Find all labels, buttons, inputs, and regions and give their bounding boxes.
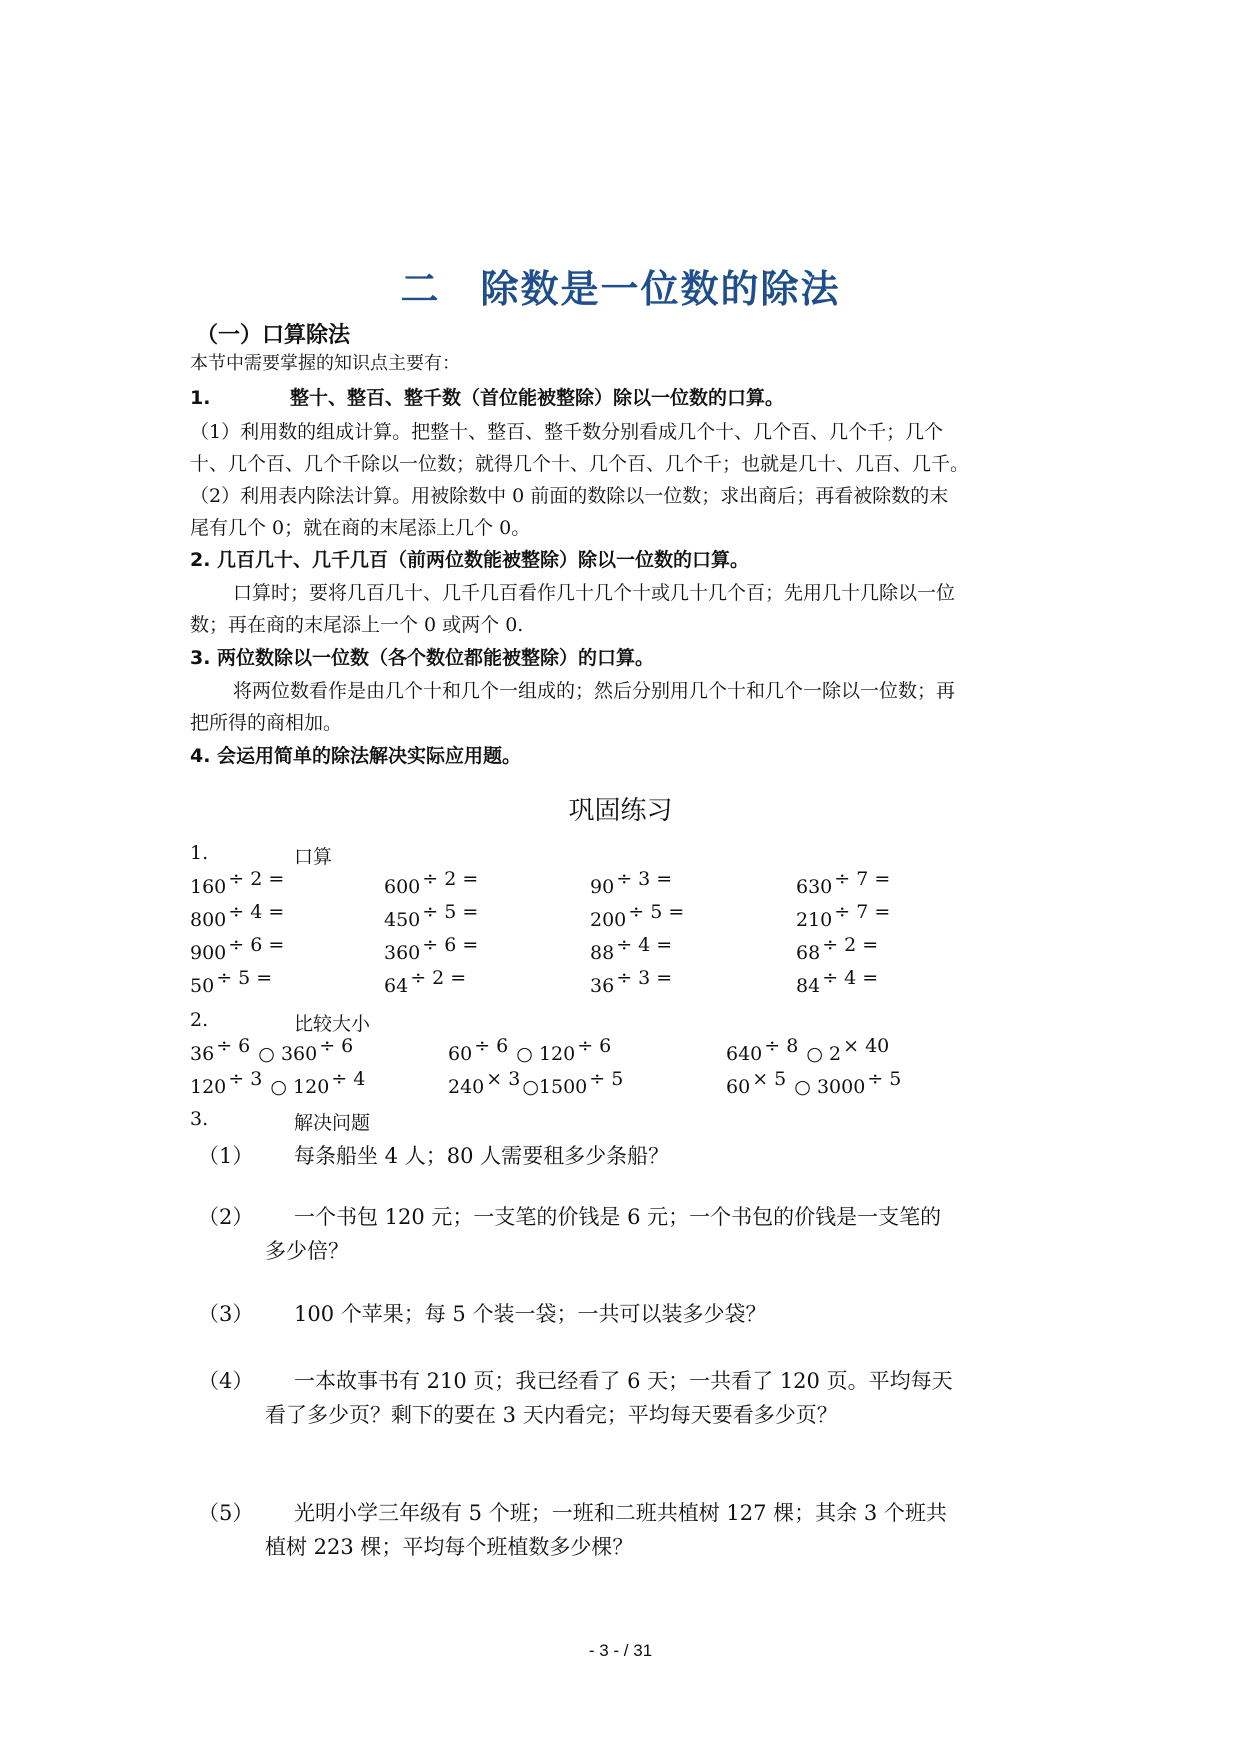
section-heading: （一）口算除法	[196, 323, 351, 348]
compare-item: 60 ÷ 6 ○ 120 ÷ 6	[448, 1035, 612, 1065]
circle-placeholder: ○	[806, 1043, 823, 1065]
knowledge-2-text: 数；再在商的末尾添上一个 0 或两个 0.	[190, 614, 524, 636]
problem-text: 看了多少页？剩下的要在 3 天内看完；平均每天要看多少页？	[265, 1403, 838, 1427]
calc-item: 630 ÷ 7 =	[796, 868, 891, 898]
knowledge-1-text: 尾有几个 0；就在商的末尾添上几个 0。	[190, 517, 531, 539]
circle-placeholder: ○	[270, 1076, 287, 1098]
problem-text: 植树 223 棵；平均每个班植数多少棵？	[265, 1535, 634, 1559]
circle-placeholder: ○	[522, 1076, 539, 1098]
q2-label: 比较大小	[294, 1013, 371, 1035]
calc-item: 64 ÷ 2 =	[384, 967, 467, 997]
knowledge-1-text: （1）利用数的组成计算。把整十、整百、整千数分别看成几个十、几个百、几个千；几个	[190, 421, 944, 443]
problem-text: 光明小学三年级有 5 个班；一班和二班共植树 127 棵；其余 3 个班共	[294, 1501, 947, 1525]
knowledge-1-heading: 整十、整百、整千数（首位能被整除）除以一位数的口算。	[290, 387, 785, 409]
knowledge-2-text: 口算时；要将几百几十、几千几百看作几十几个十或几十几个百；先用几十几除以一位	[233, 582, 956, 604]
chapter-number: 二	[400, 267, 441, 311]
problem-number: （1）	[198, 1144, 254, 1168]
calc-item: 600 ÷ 2 =	[384, 868, 479, 898]
compare-item: 240 × 3 ○1500 ÷ 5	[448, 1068, 624, 1098]
compare-item: 120 ÷ 3 ○ 120 ÷ 4	[190, 1068, 366, 1098]
page-number: - 3 - / 31	[588, 1641, 653, 1660]
calc-item: 50 ÷ 5 =	[190, 967, 273, 997]
knowledge-1-text: （2）利用表内除法计算。用被除数中 0 前面的数除以一位数；求出商后；再看被除数的末	[190, 485, 949, 507]
compare-item: 36 ÷ 6 ○ 360 ÷ 6	[190, 1035, 354, 1065]
q3-number: 3.	[190, 1108, 209, 1130]
q1-number: 1.	[190, 842, 209, 864]
knowledge-3-text: 把所得的商相加。	[190, 712, 343, 734]
calc-item: 88 ÷ 4 =	[590, 934, 673, 964]
problem-text: 多少倍？	[265, 1239, 349, 1263]
problem-item	[0, 1297, 1241, 1337]
knowledge-3-text: 将两位数看作是由几个十和几个一组成的；然后分别用几个十和几个一除以一位数；再	[233, 680, 956, 702]
problem-number: （3）	[198, 1302, 254, 1326]
circle-placeholder: ○	[516, 1043, 533, 1065]
calc-item: 210 ÷ 7 =	[796, 901, 891, 931]
q2-number: 2.	[190, 1009, 209, 1031]
practice-title: 巩固练习	[568, 796, 673, 826]
q1-label: 口算	[294, 846, 333, 868]
circle-placeholder: ○	[794, 1076, 811, 1098]
calc-item: 84 ÷ 4 =	[796, 967, 879, 997]
calc-item: 68 ÷ 2 =	[796, 934, 879, 964]
problem-item	[0, 1364, 1241, 1434]
problem-item	[0, 1496, 1241, 1566]
page-title	[0, 258, 1241, 313]
problem-text: 一本故事书有 210 页；我已经看了 6 天；一共看了 120 页。平均每天	[294, 1369, 953, 1393]
knowledge-4-heading: 4. 会运用简单的除法解决实际应用题。	[190, 745, 522, 767]
chapter-title: 除数是一位数的除法	[480, 267, 841, 311]
calc-item: 450 ÷ 5 =	[384, 901, 479, 931]
calc-item: 36 ÷ 3 =	[590, 967, 673, 997]
problem-number: （5）	[198, 1501, 254, 1525]
calc-item: 900 ÷ 6 =	[190, 934, 285, 964]
calc-item: 160 ÷ 2 =	[190, 868, 285, 898]
q3-label: 解决问题	[294, 1112, 371, 1134]
problem-item	[0, 1200, 1241, 1270]
problem-text: 100 个苹果；每 5 个装一袋；一共可以装多少袋？	[294, 1302, 767, 1326]
calc-item: 360 ÷ 6 =	[384, 934, 479, 964]
calc-item: 800 ÷ 4 =	[190, 901, 285, 931]
problem-text: 每条船坐 4 人；80 人需要租多少条船？	[294, 1144, 670, 1168]
compare-item: 640 ÷ 8 ○ 2 × 40	[726, 1035, 890, 1065]
calc-item: 200 ÷ 5 =	[590, 901, 685, 931]
compare-item: 60 × 5 ○ 3000 ÷ 5	[726, 1068, 902, 1098]
problem-item	[0, 1139, 1241, 1179]
problem-number: （2）	[198, 1205, 254, 1229]
knowledge-2-heading: 2. 几百几十、几千几百（前两位数能被整除）除以一位数的口算。	[190, 549, 750, 571]
knowledge-3-heading: 3. 两位数除以一位数（各个数位都能被整除）的口算。	[190, 647, 655, 669]
circle-placeholder: ○	[258, 1043, 275, 1065]
knowledge-1-text: 十、几个百、几个千除以一位数；就得几个十、几个百、几个千；也就是几十、几百、几千。	[190, 453, 970, 475]
calc-item: 90 ÷ 3 =	[590, 868, 673, 898]
intro-text: 本节中需要掌握的知识点主要有：	[190, 353, 460, 374]
problem-number: （4）	[198, 1369, 254, 1393]
knowledge-1-number: 1.	[190, 387, 211, 409]
problem-text: 一个书包 120 元；一支笔的价钱是 6 元；一个书包的价钱是一支笔的	[294, 1205, 942, 1229]
